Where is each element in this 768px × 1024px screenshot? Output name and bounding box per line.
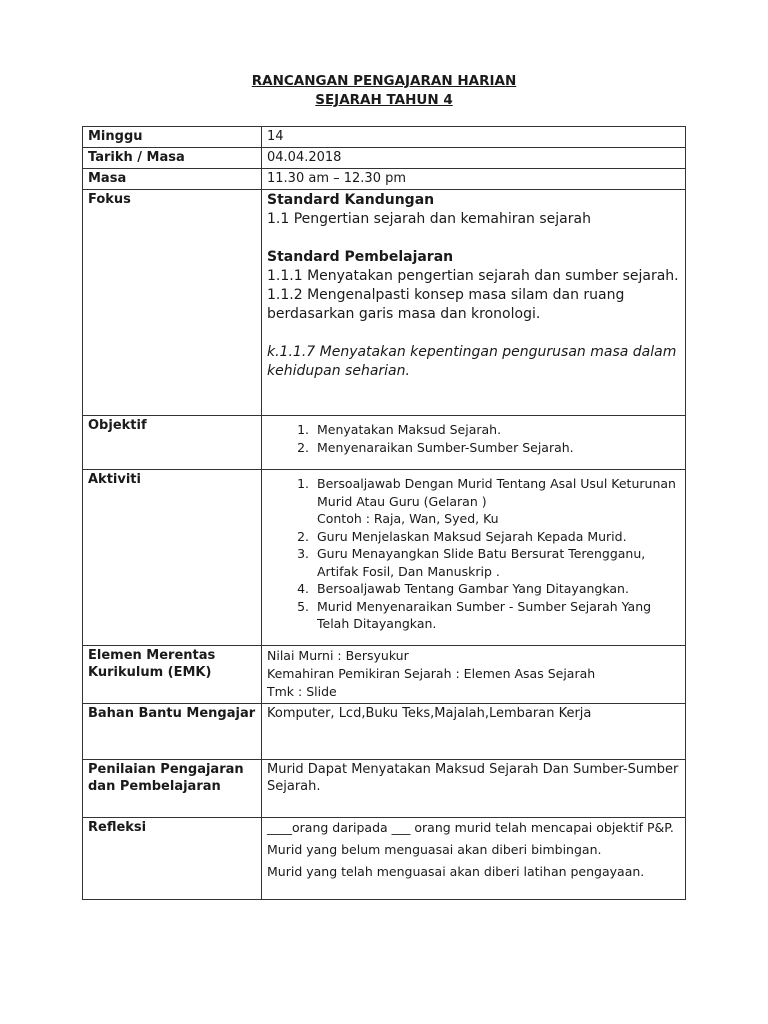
aktiviti-item-1-line-2: Contoh : Raja, Wan, Syed, Ku [317,511,499,526]
emk-line-2: Kemahiran Pemikiran Sejarah : Elemen Asas Sejarah [267,666,596,681]
row-tarikh [83,148,686,169]
label-fokus: Fokus [83,190,262,416]
label-tarikh: Tarikh / Masa [83,148,262,169]
list-item: 2. Guru Menjelaskan Maksud Sejarah Kepada Murid. [313,528,680,546]
refleksi-line-1: ____orang daripada ___ orang murid telah mencapai objektif P&P. [267,820,674,835]
emk-line-1: Nilai Murni : Bersyukur [267,648,409,663]
row-objektif [83,416,686,470]
standard-pembelajaran-item-2: 1.1.2 Mengenalpasti konsep masa silam dan ruang berdasarkan garis masa dan kronologi. [267,287,625,322]
lesson-plan-table [82,126,686,900]
row-minggu [83,127,686,148]
value-bbm: Komputer, Lcd,Buku Teks,Majalah,Lembaran Kerja [262,704,686,760]
label-penilaian: Penilaian Pengajaran dan Pembelajaran [83,760,262,818]
standard-pembelajaran-heading: Standard Pembelajaran [267,249,454,265]
kemahiran-text: k.1.1.7 Menyatakan kepentingan pengurusan masa dalam kehidupan seharian. [267,344,677,379]
row-aktiviti [83,470,686,646]
list-item: 4. Bersoaljawab Tentang Gambar Yang Ditayangkan. [313,580,680,598]
standard-pembelajaran-item-1: 1.1.1 Menyatakan pengertian sejarah dan sumber sejarah. [267,268,679,284]
list-item: 3. Guru Menayangkan Slide Batu Bersurat Terengganu, Artifak Fosil, Dan Manuskrip . [313,545,680,580]
label-emk: Elemen Merentas Kurikulum (EMK) [83,646,262,704]
value-penilaian: Murid Dapat Menyatakan Maksud Sejarah Dan Sumber-Sumber Sejarah. [262,760,686,818]
refleksi-line-3: Murid yang telah menguasai akan diberi latihan pengayaan. [267,864,645,879]
standard-kandungan-text: 1.1 Pengertian sejarah dan kemahiran sejarah [267,211,591,227]
row-refleksi [83,818,686,900]
row-penilaian [83,760,686,818]
label-minggu: Minggu [83,127,262,148]
refleksi-line-2: Murid yang belum menguasai akan diberi bimbingan. [267,842,602,857]
standard-kandungan-heading: Standard Kandungan [267,192,435,208]
objektif-list [267,421,680,456]
label-masa: Masa [83,169,262,190]
row-fokus [83,190,686,416]
label-refleksi: Refleksi [83,818,262,900]
value-refleksi [262,818,686,900]
row-emk [83,646,686,704]
title-line-2: SEJARAH TAHUN 4 [315,92,453,108]
label-objektif: Objektif [83,416,262,470]
row-bbm [83,704,686,760]
document-title [82,72,686,110]
list-item: 5. Murid Menyenaraikan Sumber - Sumber Sejarah Yang Telah Ditayangkan. [313,598,680,633]
label-aktiviti: Aktiviti [83,470,262,646]
value-emk [262,646,686,704]
value-masa: 11.30 am – 12.30 pm [262,169,686,190]
emk-line-3: Tmk : Slide [267,684,337,699]
value-tarikh: 04.04.2018 [262,148,686,169]
title-line-1: RANCANGAN PENGAJARAN HARIAN [251,73,517,89]
list-item [313,475,680,528]
value-minggu: 14 [262,127,686,148]
list-item: 2. Menyenaraikan Sumber-Sumber Sejarah. [313,439,680,457]
label-bbm: Bahan Bantu Mengajar [83,704,262,760]
value-objektif [262,416,686,470]
value-aktiviti [262,470,686,646]
aktiviti-item-1-line-1: 1. Bersoaljawab Dengan Murid Tentang Asal Usul Keturunan Murid Atau Guru (Gelaran ) [317,476,676,509]
row-masa [83,169,686,190]
aktiviti-list [267,475,680,633]
list-item: 1. Menyatakan Maksud Sejarah. [313,421,680,439]
value-fokus [262,190,686,416]
